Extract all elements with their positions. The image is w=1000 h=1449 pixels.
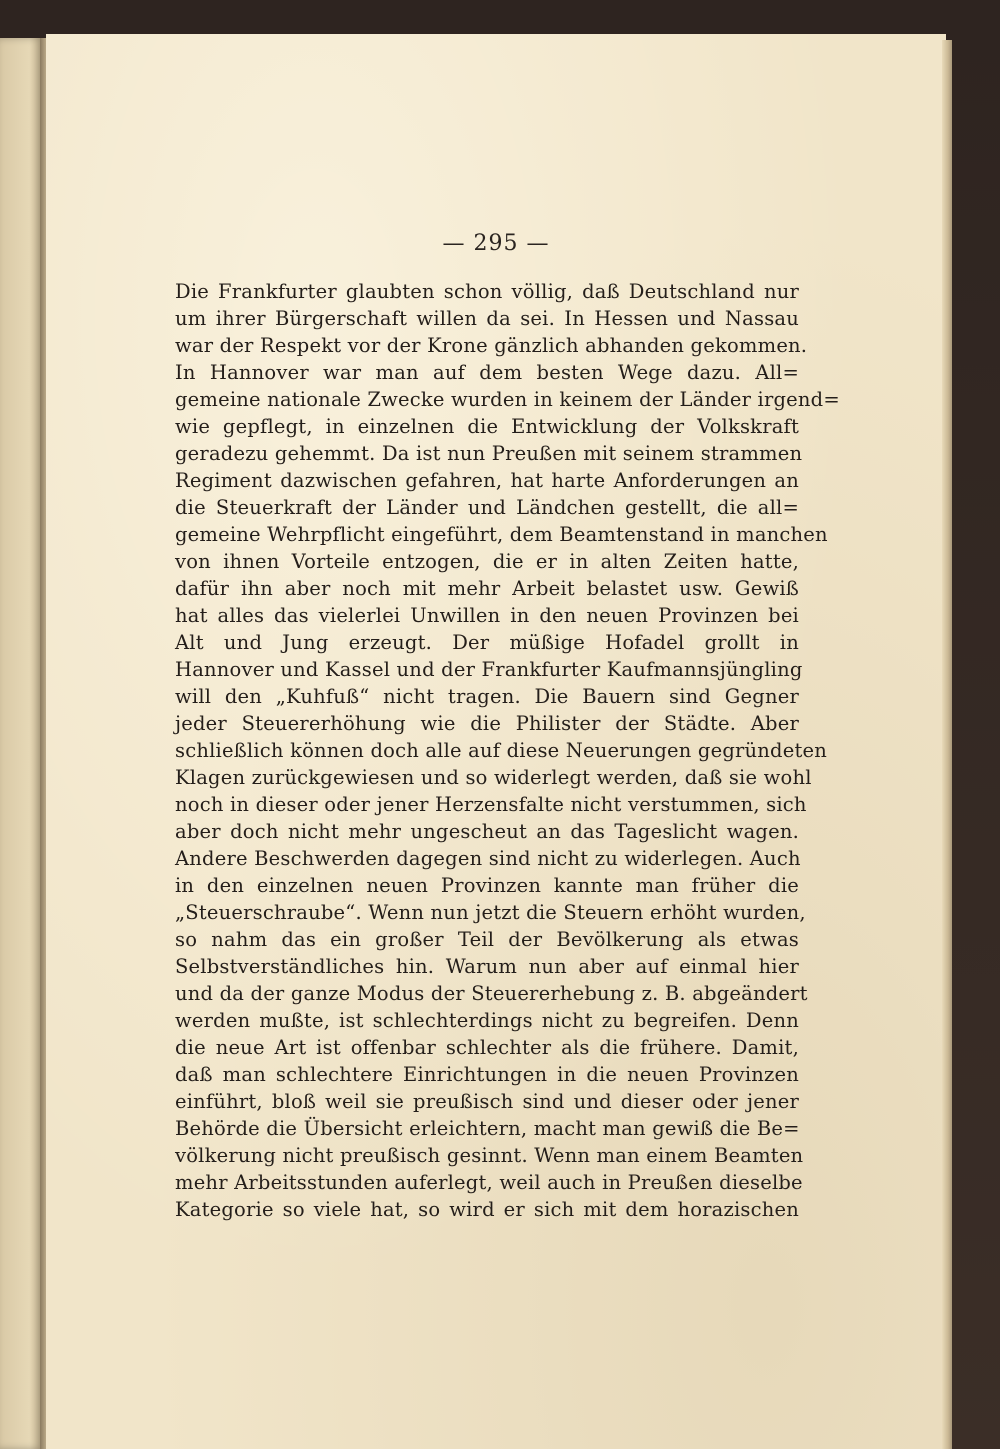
- text-line: so nahm das ein großer Teil der Bevölkerung als etwas: [175, 928, 799, 951]
- text-line: aber doch nicht mehr ungescheut an das Tageslicht wagen.: [175, 820, 799, 843]
- text-line: gemeine nationale Zwecke wurden in keinem der Länder irgend=: [175, 388, 840, 411]
- text-line: schließlich können doch alle auf diese Neuerungen gegründeten: [175, 739, 828, 762]
- page-number: — 295 —: [442, 231, 550, 256]
- text-line: von ihnen Vorteile entzogen, die er in alten Zeiten hatte,: [175, 550, 799, 573]
- text-line: um ihrer Bürgerschaft willen da sei. In Hessen und Nassau: [175, 307, 799, 330]
- facing-page-edge: [0, 38, 42, 1449]
- text-line: werden mußte, ist schlechterdings nicht zu begreifen. Denn: [175, 1009, 799, 1032]
- text-line: geradezu gehemmt. Da ist nun Preußen mit seinem strammen: [175, 442, 803, 465]
- text-line: und da der ganze Modus der Steuererhebung z. B. abgeändert: [175, 982, 808, 1005]
- text-line: Klagen zurückgewiesen und so widerlegt werden, daß sie wohl: [175, 766, 812, 789]
- text-line: hat alles das vielerlei Unwillen in den neuen Provinzen bei: [175, 604, 799, 627]
- text-line: Die Frankfurter glaubten schon völlig, daß Deutschland nur: [175, 280, 799, 303]
- text-line: In Hannover war man auf dem besten Wege dazu. All=: [175, 361, 799, 384]
- text-line: Andere Beschwerden dagegen sind nicht zu widerlegen. Auch: [175, 847, 801, 870]
- text-line: Selbstverständliches hin. Warum nun aber auf einmal hier: [175, 955, 799, 978]
- text-line: noch in dieser oder jener Herzensfalte nicht verstummen, sich: [175, 793, 807, 816]
- page-stack-edge: [942, 40, 952, 1449]
- text-line: „Steuerschraube“. Wenn nun jetzt die Steuern erhöht wurden,: [175, 901, 806, 924]
- text-line: in den einzelnen neuen Provinzen kannte man früher die: [175, 874, 799, 897]
- text-line: die neue Art ist offenbar schlechter als die frühere. Damit,: [175, 1036, 799, 1059]
- body-text: [175, 278, 840, 1223]
- text-line: die Steuerkraft der Länder und Ländchen gestellt, die all=: [175, 496, 799, 519]
- book-page: [46, 34, 946, 1449]
- text-line: wie gepflegt, in einzelnen die Entwicklung der Volkskraft: [175, 415, 799, 438]
- text-line: Hannover und Kassel und der Frankfurter Kaufmannsjüngling: [175, 658, 803, 681]
- text-line: völkerung nicht preußisch gesinnt. Wenn man einem Beamten: [175, 1144, 804, 1167]
- text-line: Behörde die Übersicht erleichtern, macht man gewiß die Be=: [175, 1117, 800, 1140]
- text-line: mehr Arbeitsstunden auferlegt, weil auch in Preußen dieselbe: [175, 1171, 803, 1194]
- text-line: Regiment dazwischen gefahren, hat harte Anforderungen an: [175, 469, 799, 492]
- text-line: dafür ihn aber noch mit mehr Arbeit belastet usw. Gewiß: [175, 577, 799, 600]
- text-line: war der Respekt vor der Krone gänzlich abhanden gekommen.: [175, 334, 808, 357]
- text-line: will den „Kuhfuß“ nicht tragen. Die Bauern sind Gegner: [175, 685, 799, 708]
- text-line: daß man schlechtere Einrichtungen in die neuen Provinzen: [175, 1063, 799, 1086]
- text-line: jeder Steuererhöhung wie die Philister der Städte. Aber: [175, 712, 799, 735]
- text-line: einführt, bloß weil sie preußisch sind und dieser oder jener: [175, 1090, 799, 1113]
- text-line: Alt und Jung erzeugt. Der müßige Hofadel grollt in: [175, 631, 799, 654]
- text-line: gemeine Wehrpflicht eingeführt, dem Beamtenstand in manchen: [175, 523, 828, 546]
- text-line: Kategorie so viele hat, so wird er sich mit dem horazischen: [175, 1198, 799, 1221]
